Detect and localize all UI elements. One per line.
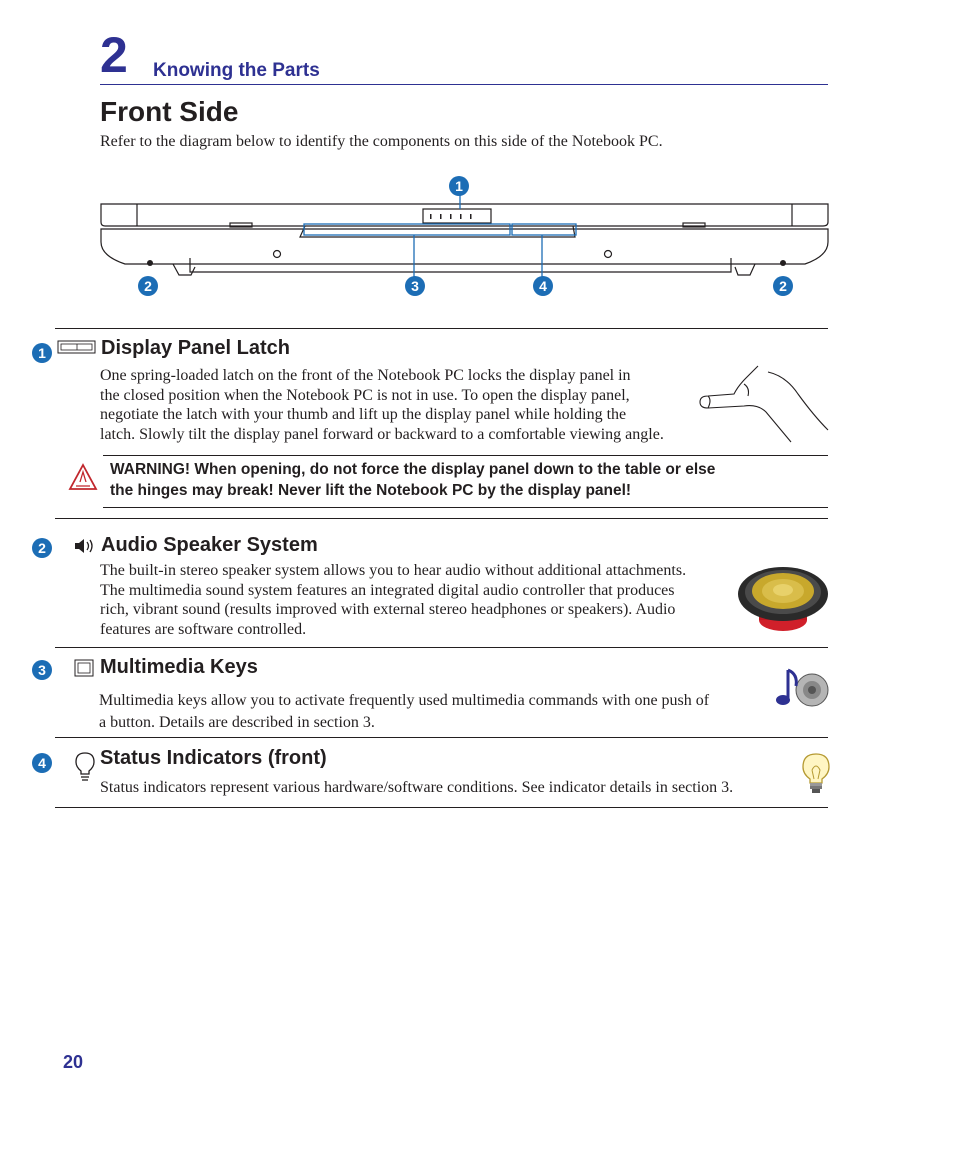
callout-3: 3 — [405, 276, 425, 296]
chapter-title: Knowing the Parts — [153, 60, 320, 81]
warning-icon — [68, 462, 98, 492]
page-number: 20 — [63, 1052, 84, 1072]
speaker-left — [147, 260, 153, 266]
section-body: The built-in stereo speaker system allows you to hear audio without additional attachments. The multimedia sound system features an integrated digital audio controller that produces rich, vibrant sound (results improved with external stereo headphones or speakers). Audio features are software controlled. — [100, 562, 687, 638]
lightbulb-image — [800, 752, 832, 796]
section-heading: Audio Speaker System — [101, 534, 318, 556]
section-number: 4 — [32, 753, 52, 773]
chapter-rule — [100, 84, 828, 85]
section-number: 3 — [32, 660, 52, 680]
section-heading: Display Panel Latch — [101, 337, 290, 359]
section-heading: Status Indicators (front) — [100, 747, 327, 769]
section-rule — [55, 737, 828, 738]
section-body: One spring-loaded latch on the front of the Notebook PC locks the display panel in the closed position when the Notebook PC is not in use. To open the display panel, negotiate the latch with your thumb and lift up the display panel while holding the latch. Slowly tilt the display panel forward or backward to a comfortable viewing angle. — [100, 367, 664, 443]
callout-1: 1 — [449, 176, 469, 196]
latch-icon — [57, 340, 97, 354]
base-outline — [101, 229, 828, 264]
thumb-illustration — [696, 364, 830, 444]
section-number: 2 — [32, 538, 52, 558]
warning-text: WARNING! When opening, do not force the display panel down to the table or else the hinges may break! Never lift the Notebook PC by the display panel! — [110, 461, 716, 499]
callout-4: 4 — [533, 276, 553, 296]
section-rule — [55, 647, 828, 648]
section-number: 1 — [32, 343, 52, 363]
music-note-speaker-image — [774, 664, 830, 714]
section-rule — [55, 807, 828, 808]
warning-top-rule — [103, 455, 828, 456]
speaker-icon — [73, 536, 97, 556]
warning-bottom-rule — [103, 507, 828, 508]
section-body: Status indicators represent various hardware/software conditions. See indicator details in section 3. — [100, 779, 734, 796]
page-title: Front Side — [100, 96, 239, 127]
callout-2-right: 2 — [773, 276, 793, 296]
subwoofer-image — [736, 564, 830, 640]
section-rule — [55, 328, 828, 329]
multimedia-key-icon — [74, 659, 94, 677]
section-body: Multimedia keys allow you to activate frequently used multimedia commands with one push of a button. Details are described in section 3. — [99, 692, 710, 731]
speaker-right — [780, 260, 786, 266]
chapter-number: 2 — [100, 27, 128, 83]
section-heading: Multimedia Keys — [100, 656, 258, 678]
section-rule — [55, 518, 828, 519]
callout-2-left: 2 — [138, 276, 158, 296]
lightbulb-outline-icon — [74, 751, 96, 781]
intro-text: Refer to the diagram below to identify the components on this side of the Notebook PC. — [100, 133, 663, 150]
